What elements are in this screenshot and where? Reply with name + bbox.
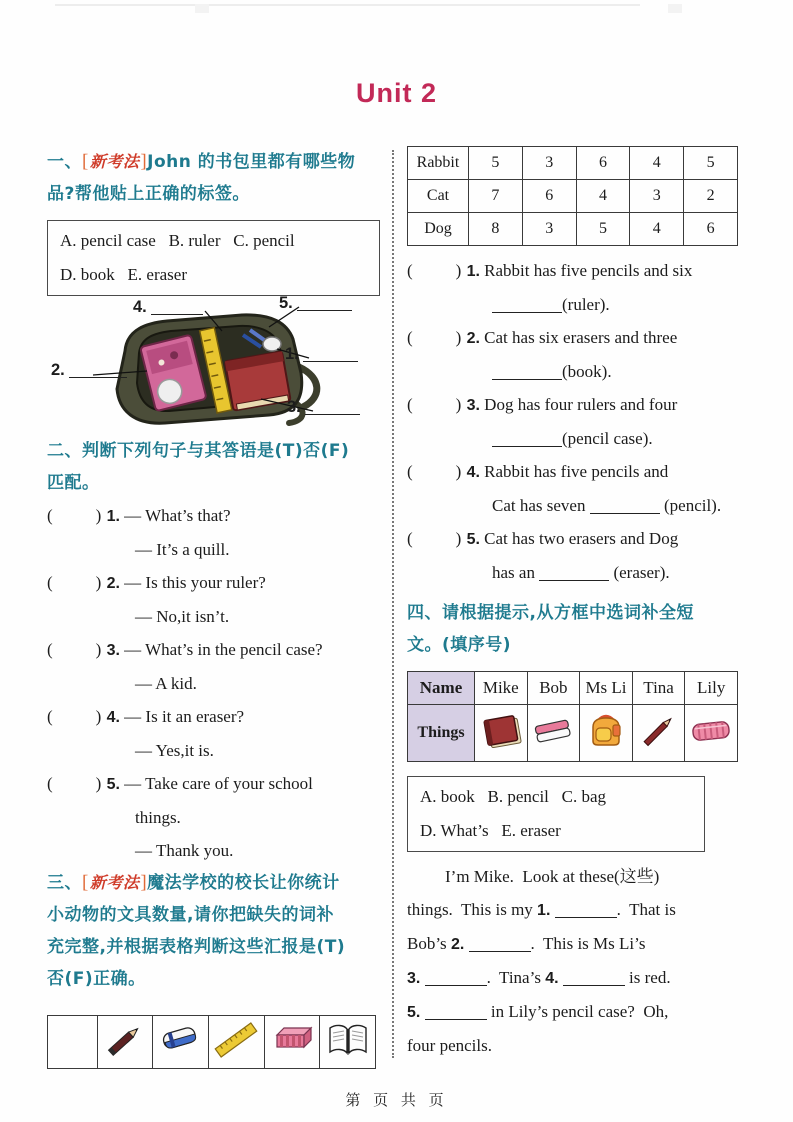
word-bank-box-2 [407, 776, 705, 852]
cloze-passage [407, 860, 745, 1062]
answer-blank [563, 970, 625, 986]
table-cell: 6 [684, 213, 738, 246]
stationery-icon-table [47, 1015, 376, 1069]
table-cell: 3 [522, 213, 576, 246]
table-cell: 2 [684, 180, 738, 213]
bag-label-5: 5. [279, 294, 352, 313]
passage-line: I’m Mike. Look at these(这些) [445, 867, 660, 886]
tf-answer: — A kid. [135, 674, 197, 693]
table-cell: Mike [475, 672, 528, 705]
table-row [408, 180, 738, 213]
ruler-icon [214, 1020, 258, 1060]
word-bank-line: D. What’s E. eraser [420, 821, 561, 840]
tf-answer: — It’s a quill. [135, 540, 230, 559]
tf-answer: — No,it isn’t. [135, 607, 230, 626]
tf-item-continuation: (book). [407, 355, 745, 388]
pencil-icon [103, 1020, 147, 1060]
section4-heading-line2: 文。(填序号) [407, 635, 512, 655]
answer-blank [69, 362, 127, 378]
passage-line: 3. . Tina’s 4. is red. [407, 968, 671, 987]
table-cell: 4 [576, 180, 630, 213]
empty-cell [48, 1016, 98, 1069]
answer-blank [492, 297, 562, 313]
school-bag-figure [47, 294, 380, 435]
answer-blank [151, 299, 203, 315]
table-header-cell: Things [408, 705, 475, 762]
tf-item: ( ) 3. Dog has four rulers and four [407, 395, 678, 414]
right-column [407, 146, 745, 1062]
table-cell: 4 [630, 213, 684, 246]
answer-blank [469, 936, 531, 952]
section1-number: 一、 [47, 152, 82, 172]
bag-label-3: 3. [287, 398, 360, 417]
word-bank-line: D. book E. eraser [60, 265, 187, 284]
answer-blank [297, 295, 352, 311]
passage-line: four pencils. [407, 1036, 492, 1055]
passage-line: 5. in Lily’s pencil case? Oh, [407, 1002, 669, 1021]
pencil-icon [636, 710, 682, 752]
section2-number: 二、 [47, 441, 82, 461]
tf-item-continuation: Cat has seven (pencil). [492, 496, 722, 515]
tf-item: ( ) 2. Cat has six erasers and three [407, 328, 678, 347]
section3-heading-line2: 小动物的文具数量,请你把缺失的词补 [47, 905, 334, 925]
animal-count-table [407, 146, 738, 246]
new-method-badge: 新考法 [89, 873, 140, 892]
tf-item-continuation: (ruler). [407, 288, 745, 321]
answer-blank [492, 431, 562, 447]
column-divider [392, 150, 394, 1058]
answer-blank [539, 565, 609, 581]
answer-blank [305, 399, 360, 415]
page-footer: 第 页 共 页 [345, 1091, 448, 1109]
open-book-icon [326, 1020, 370, 1060]
badge-bracket: [ [82, 872, 89, 893]
section1-heading [47, 146, 380, 178]
table-cell: Cat [408, 180, 469, 213]
table-cell: 4 [630, 147, 684, 180]
word-bank-line: A. pencil case B. ruler C. pencil [60, 231, 295, 250]
bag-label-4: 4. [133, 298, 203, 317]
section1-heading-line2 [47, 178, 380, 210]
tf-item: ( ) 2. — Is this your ruler? [47, 573, 266, 592]
table-cell: Bob [527, 672, 580, 705]
section4-number: 四、 [407, 603, 442, 623]
section4-heading [407, 597, 745, 629]
table-cell: 5 [576, 213, 630, 246]
table-cell: 7 [469, 180, 523, 213]
section1-text: 品?帮他贴上正确的标签。 [47, 184, 250, 204]
tf-item: ( ) 1. — What’s that? [47, 506, 231, 525]
table-cell: 5 [469, 147, 523, 180]
tf-item: ( ) 5. Cat has two erasers and Dog [407, 529, 679, 548]
table-cell [153, 1016, 209, 1069]
table-cell: 8 [469, 213, 523, 246]
table-cell [97, 1016, 153, 1069]
table-header-cell: Name [408, 672, 475, 705]
tf-item-continuation: has an (eraser). [492, 563, 670, 582]
eraser-icon [159, 1020, 203, 1060]
section4-text: 请根据提示,从方框中选词补全短 [442, 603, 694, 623]
answer-blank [425, 970, 487, 986]
tf-item: ( ) 4. Rabbit has five pencils and [407, 462, 669, 481]
section2-text: 判断下列句子与其答语是(T)否(F) [82, 441, 350, 461]
tf-item: ( ) 1. Rabbit has five pencils and six [407, 261, 693, 280]
left-column [47, 146, 380, 1069]
table-cell: 3 [522, 147, 576, 180]
badge-bracket: ] [140, 872, 148, 893]
table-cell [632, 705, 685, 762]
book-icon [478, 710, 524, 752]
table-cell: Ms Li [580, 672, 633, 705]
word-bank-box-1 [47, 220, 380, 296]
badge-bracket: ] [140, 151, 148, 172]
answer-blank [555, 902, 617, 918]
answer-blank [590, 498, 660, 514]
table-cell [209, 1016, 265, 1069]
badge-bracket: [ [82, 151, 89, 172]
passage-line: Bob’s 2. . This is Ms Li’s [407, 934, 646, 953]
answer-blank [492, 364, 562, 380]
tf-item-continuation: things. [135, 808, 181, 827]
tf-answer: — Thank you. [135, 841, 234, 860]
cropped-header-remnant [668, 4, 682, 13]
section3-heading-line4: 否(F)正确。 [47, 969, 146, 989]
table-cell: Tina [632, 672, 685, 705]
table-cell: 6 [576, 147, 630, 180]
table-cell: 6 [522, 180, 576, 213]
page-title: Unit 2 [355, 78, 437, 108]
pencil-case-icon [688, 710, 734, 752]
table-cell [475, 705, 528, 762]
table-cell [527, 705, 580, 762]
bag-label-2: 2. [51, 361, 127, 380]
tf-item: ( ) 4. — Is it an eraser? [47, 707, 245, 726]
section2-items [47, 499, 380, 867]
table-row [408, 705, 738, 762]
section3-report-items [407, 254, 745, 589]
tf-item: ( ) 3. — What’s in the pencil case? [47, 640, 323, 659]
section3-number: 三、 [47, 873, 82, 893]
section1-text: John 的书包里都有哪些物 [147, 152, 356, 172]
tf-item-continuation: (pencil case). [407, 422, 745, 455]
section3-heading [47, 867, 380, 899]
table-cell [320, 1016, 376, 1069]
section2-heading-line2 [47, 467, 380, 499]
eraser-icon [530, 710, 576, 752]
word-bank-line: A. book B. pencil C. bag [420, 787, 607, 806]
table-cell [580, 705, 633, 762]
name-things-table [407, 671, 738, 762]
passage-line: things. This is my 1. . That is [407, 900, 676, 919]
section2-text: 匹配。 [47, 473, 100, 493]
tf-item: ( ) 5. — Take care of your school [47, 774, 313, 793]
table-cell: Lily [685, 672, 738, 705]
new-method-badge: 新考法 [89, 152, 140, 171]
tf-answer: — Yes,it is. [135, 741, 214, 760]
table-row [48, 1016, 376, 1069]
cropped-header-remnant [195, 4, 209, 13]
answer-blank [425, 1004, 487, 1020]
table-cell: Rabbit [408, 147, 469, 180]
table-cell: Dog [408, 213, 469, 246]
section2-heading [47, 435, 380, 467]
section3-text: 魔法学校的校长让你统计 [147, 873, 340, 893]
pencil-case-icon [270, 1020, 314, 1060]
table-row [408, 672, 738, 705]
school-bag-icon [583, 710, 629, 752]
table-cell: 5 [684, 147, 738, 180]
bag-label-1: 1. [285, 345, 358, 364]
table-cell [264, 1016, 320, 1069]
answer-blank [303, 346, 358, 362]
section3-heading-line3: 充完整,并根据表格判断这些汇报是(T) [47, 937, 346, 957]
cropped-header-remnant [55, 4, 640, 6]
table-row [408, 213, 738, 246]
table-cell: 3 [630, 180, 684, 213]
table-cell [685, 705, 738, 762]
table-row [408, 147, 738, 180]
